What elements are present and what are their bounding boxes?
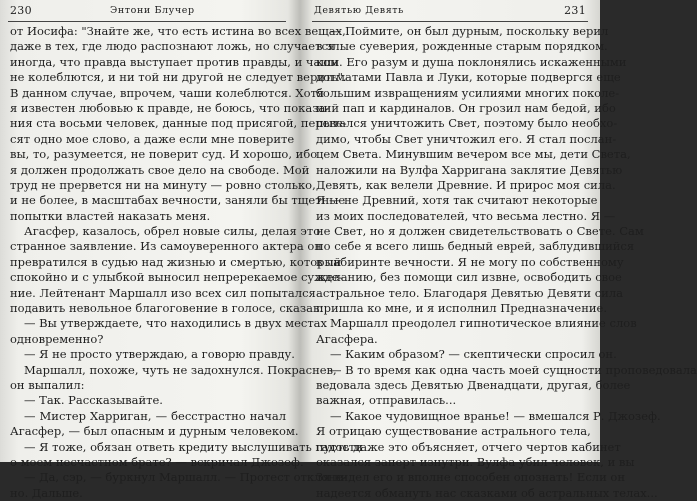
right-header-rule [312, 21, 588, 22]
right-page-number: 231 [564, 4, 586, 17]
text-line: я известен любовью к правде, не боюсь, что показа- [10, 100, 330, 115]
text-line: подавить невольное благоговение в голосе, сказав: [10, 301, 324, 316]
text-line: Девять, как велели Древние. И прирос моя сила. [316, 177, 616, 192]
text-line: иногда, что правда выступает против правды, и чаши [10, 54, 339, 69]
text-line: Зя видел его и вполне способен опознать! Если он [316, 470, 625, 485]
left-page-header [10, 4, 284, 20]
text-line: и не более, в масштабах вечности, заняли бы тщетные [10, 193, 346, 208]
left-page-number: 230 [10, 4, 32, 17]
text-line: пусть даже это объясняет, отчего чертов кабинет [316, 439, 621, 454]
text-line: он выпалил: [10, 377, 85, 392]
right-page-text [316, 24, 697, 501]
text-line: астральное тело. Благодаря Девятью Девяти сила [316, 285, 623, 300]
text-line: в злые суеверия, рожденные старым порядком. [316, 39, 608, 54]
text-line: пришла ко мне, и я исполнил Предназначение. [316, 301, 608, 316]
text-line: но. Дальше. [10, 485, 83, 500]
text-line: спокойно и с улыбкой выносил непререкаемое сужде- [10, 270, 343, 285]
text-line: Я отрицаю существование астрального тела, [316, 424, 591, 439]
text-line: Агасфер, казалось, обрел новые силы, делая это [24, 224, 321, 239]
text-line: ний пап и кардиналов. Он грозил нам бедой, ибо [316, 100, 616, 115]
text-line: Я — не Древний, хотя так считают некоторые [316, 193, 598, 208]
text-line: большим извращениям усилиями многих поколе- [316, 85, 620, 100]
text-line: не Свет, но я должен свидетельствовать о Свете. Сам [316, 224, 644, 239]
text-line: одновременно? [10, 331, 104, 346]
text-line: вы, то, разумеется, не поверит суд. И хорошо, ибо [10, 147, 318, 162]
text-line: надеется обмануть нас сказками об астральных телах... [316, 485, 658, 500]
text-line: В данном случае, впрочем, чаши колеблются. Хотя [10, 85, 325, 100]
left-header-rule [8, 21, 286, 22]
text-line: о моем несчастном брате? — вскричал Джозеф. [10, 454, 304, 469]
text-line: желанию, без помощи сил извне, освободить свое [316, 270, 622, 285]
right-running-head: Девятью Девять [314, 5, 404, 16]
text-line: оказался заперт изнутри. Вулфа убил человек, и вы [316, 454, 635, 469]
text-line: превратился в судью над жизнью и смертью, который [10, 254, 342, 269]
text-line: от Иосифа: "Знайте же, что есть истина во всех вещах, [10, 24, 346, 38]
text-line: труд не прервется ни на минуту — ровно столько, [10, 177, 316, 192]
text-line: ния ста восьми человек, данные под присягой, переве- [10, 116, 347, 131]
text-line: ком. Его разум и душа поклонялись искаженными [316, 54, 627, 69]
text-line: из моих последователей, что весьма лестно. Я — [316, 208, 616, 223]
text-line: я должен продолжать свое дело на свободе. Мой [10, 162, 310, 177]
text-line: сят одно мое слово, а даже если мне поверите [10, 131, 295, 146]
text-line: — Я тоже, обязан ответь кредиту выслушивать гадости [24, 439, 363, 454]
text-line: странное заявление. Из самоуверенного актера он [10, 239, 323, 254]
text-line: димо, чтобы Свет уничтожил его. Я стал послан- [316, 131, 617, 146]
text-line: пытался уничтожить Свет, поэтому было необхо- [316, 116, 618, 131]
text-line: ведовала здесь Девятью Двенадцати, другая, более [316, 377, 631, 392]
text-line: важная, отправилась... [316, 393, 457, 408]
text-line: цем Света. Минувшим вечером все мы, дети Света, [316, 147, 631, 162]
text-line: наложили на Вулфа Харригана заклятие Девятью [316, 162, 623, 177]
text-line: — Мистер Харриган, — бесстрастно начал [24, 408, 286, 423]
text-line: — Да, сэр, — буркнул Маршалл. — Протест отклоне- [24, 470, 347, 485]
text-line: — Так. Рассказывайте. [24, 393, 163, 408]
text-line: в лабиринте вечности. Я не могу по собственному [316, 254, 624, 269]
text-line: даже в тех, где людо распознают ложь, но случается [10, 39, 336, 54]
text-line: догматами Павла и Луки, которые подвергся еще [316, 70, 621, 85]
text-line: — Я не просто утверждаю, а говорю правду. [24, 347, 295, 362]
text-line: — Поймите, он был дурным, поскольку верил [330, 24, 609, 38]
text-line: по себе я всего лишь бедный еврей, заблудившийся [316, 239, 635, 254]
text-line: — Какое чудовищное вранье! — вмешался Р. Джозеф. [330, 408, 661, 423]
right-page-header [314, 4, 586, 20]
left-running-head: Энтони Блучер [110, 5, 195, 16]
text-line: — Вы утверждаете, что находились в двух местах [24, 316, 328, 331]
text-line: ние. Лейтенант Маршалл изо всех сил попытался [10, 285, 316, 300]
right-page [302, 0, 697, 500]
text-line: Агасфера. [316, 331, 378, 346]
text-line: Маршалл, похоже, чуть не задохнулся. Покраснев, [24, 362, 337, 377]
text-line: попытки властей наказать меня. [10, 208, 211, 223]
text-line: — Каким образом? — скептически спросил он. [330, 347, 617, 362]
text-line: — В то время как одна часть моей сущности проповедовала [330, 362, 697, 377]
text-line: Маршалл преодолел гипнотическое влияние слов [330, 316, 637, 331]
text-line: Агасфер, — был опасным и дурным человеком. [10, 424, 299, 439]
text-line: не колеблются, и ни той ни другой не следует верить". [10, 70, 347, 85]
